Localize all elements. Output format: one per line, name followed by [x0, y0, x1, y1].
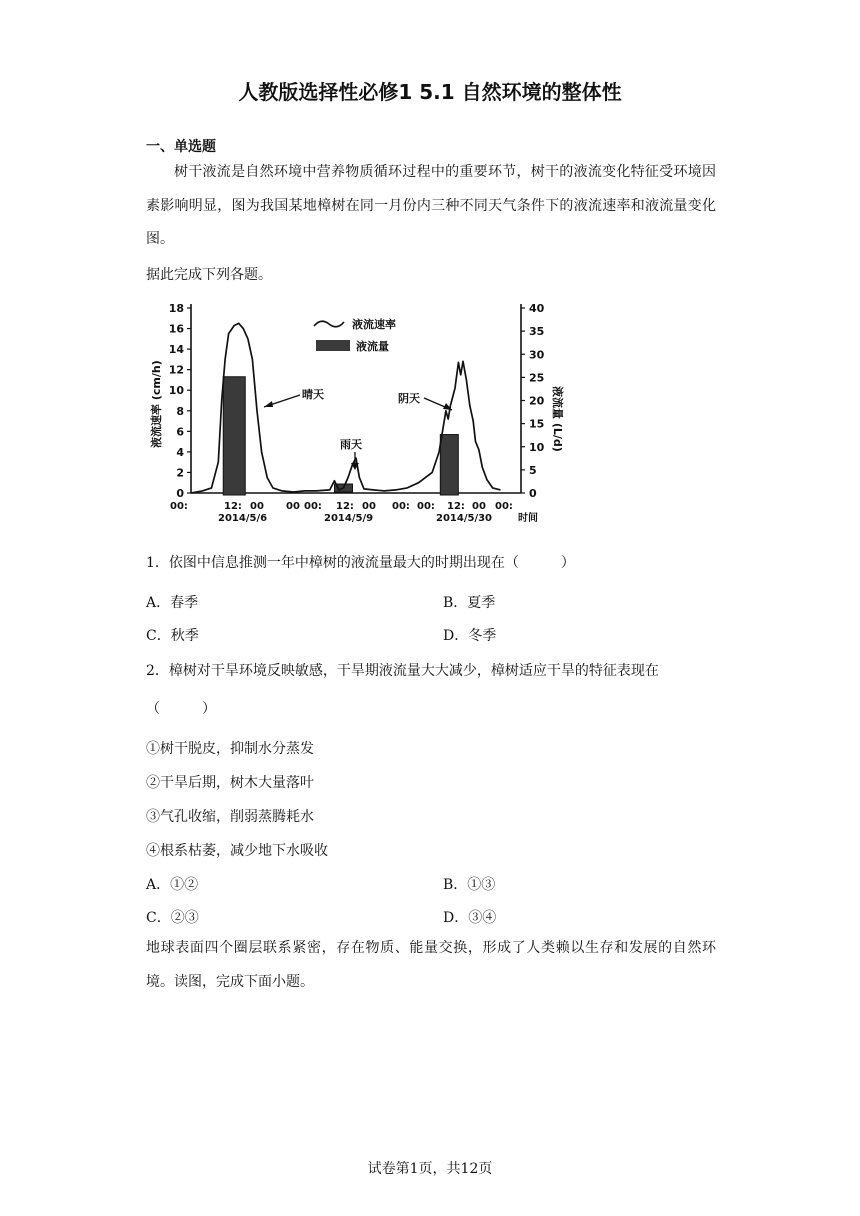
y-left-tick-label: 16: [168, 322, 184, 336]
question-1-option-d: D．冬季: [443, 628, 497, 644]
x-tick-label: 00:: [495, 501, 513, 512]
x-tick-label: 12:: [224, 501, 242, 512]
annotation-cloudy: 阴天: [398, 392, 420, 405]
section-heading: 一、单选题: [146, 139, 216, 155]
y-left-tick-label: 8: [176, 404, 184, 418]
x-tick-label: 12:: [447, 501, 465, 512]
legend-line-label: 液流速率: [352, 318, 396, 331]
y-right-tick-label: 15: [529, 417, 545, 431]
question-1-option-c: C．秋季: [146, 628, 199, 644]
question-1-stem: 1．依图中信息推测一年中樟树的液流量最大的时期出现在（ ）: [146, 555, 575, 571]
flow-volume-bar: [440, 435, 458, 495]
question-1-option-b: B．夏季: [443, 595, 496, 611]
x-date-label: 2014/5/6: [218, 513, 268, 524]
y-right-tick-label: 20: [529, 394, 545, 408]
flow-volume-bar: [223, 377, 245, 495]
y-right-tick-label: 40: [529, 302, 545, 315]
question-2-blank: （ ）: [146, 701, 216, 717]
legend-bar-label: 液流量: [356, 340, 389, 353]
page-footer: 试卷第1页，共12页: [367, 1161, 493, 1177]
question-2-option-c: C．②③: [146, 910, 199, 926]
y-left-tick-label: 4: [176, 445, 184, 459]
y-right-tick-label: 5: [529, 463, 537, 477]
question-2-item-1: ①树干脱皮，抑制水分蒸发: [146, 741, 314, 757]
annotation-sunny-arrowhead: [264, 401, 273, 407]
y-left-tick-label: 18: [168, 302, 184, 315]
y-left-tick-label: 12: [168, 363, 184, 377]
question-2-option-b: B．①③: [443, 877, 496, 893]
y-right-axis-label: 液流量 (L/d): [551, 386, 564, 452]
chart-plot-layer: [169, 302, 545, 500]
x-tick-label: 00: [250, 501, 264, 512]
x-date-label: 2014/5/9: [324, 513, 374, 524]
y-left-tick-label: 2: [176, 466, 184, 480]
y-right-tick-label: 10: [529, 440, 545, 454]
y-right-tick-label: 30: [529, 348, 545, 362]
passage-instruction: 据此完成下列各题。: [146, 267, 272, 283]
y-left-tick-label: 6: [176, 425, 184, 439]
sap-flow-chart: [146, 298, 564, 526]
x-date-label: 2014/5/30: [436, 513, 493, 524]
x-tick-label: 00:: [170, 501, 188, 512]
annotation-sunny: 晴天: [302, 388, 324, 401]
passage-intro: 树干液流是自然环境中营养物质循环过程中的重要环节，树干的液流变化特征受环境因素影响明显，图为我国某地樟树在同一月份内三种不同天气条件下的液流速率和液流量变化图。: [146, 164, 716, 247]
question-1-option-a: A．春季: [146, 595, 199, 611]
y-left-tick-label: 10: [168, 384, 184, 398]
legend-line-swatch: [314, 321, 344, 327]
question-2-item-2: ②干旱后期，树木大量落叶: [146, 775, 314, 791]
passage-spheres: 地球表面四个圈层联系紧密，存在物质、能量交换，形成了人类赖以生存和发展的自然环境。读图，完成下面小题。: [146, 940, 716, 990]
legend-bar-swatch: [316, 340, 350, 351]
question-2-stem: 2．樟树对干旱环境反映敏感，干旱期液流量大大减少，樟树适应干旱的特征表现在: [146, 663, 659, 679]
question-2-item-3: ③气孔收缩，削弱蒸腾耗水: [146, 809, 314, 825]
page-title: 人教版选择性必修1 5.1 自然环境的整体性: [238, 80, 622, 104]
x-axis-label: 时间: [518, 513, 538, 524]
x-tick-label: 00: [286, 501, 300, 512]
y-right-tick-label: 0: [529, 487, 537, 500]
x-tick-label: 00: [362, 501, 376, 512]
x-tick-label: 00:: [304, 501, 322, 512]
question-2-option-a: A．①②: [146, 877, 199, 893]
x-tick-label: 00:: [417, 501, 435, 512]
question-2-item-4: ④根系枯萎，减少地下水吸收: [146, 843, 328, 859]
y-left-axis-label: 液流速率 (cm/h): [150, 360, 163, 448]
y-right-tick-label: 25: [529, 371, 545, 385]
y-left-tick-label: 0: [176, 487, 184, 500]
x-tick-label: 00: [472, 501, 486, 512]
y-left-tick-label: 14: [168, 343, 184, 357]
question-2-option-d: D．③④: [443, 910, 497, 926]
annotation-rainy: 雨天: [340, 438, 362, 451]
y-right-tick-label: 35: [529, 325, 545, 339]
x-tick-label: 00:: [392, 501, 410, 512]
x-tick-label: 12:: [336, 501, 354, 512]
